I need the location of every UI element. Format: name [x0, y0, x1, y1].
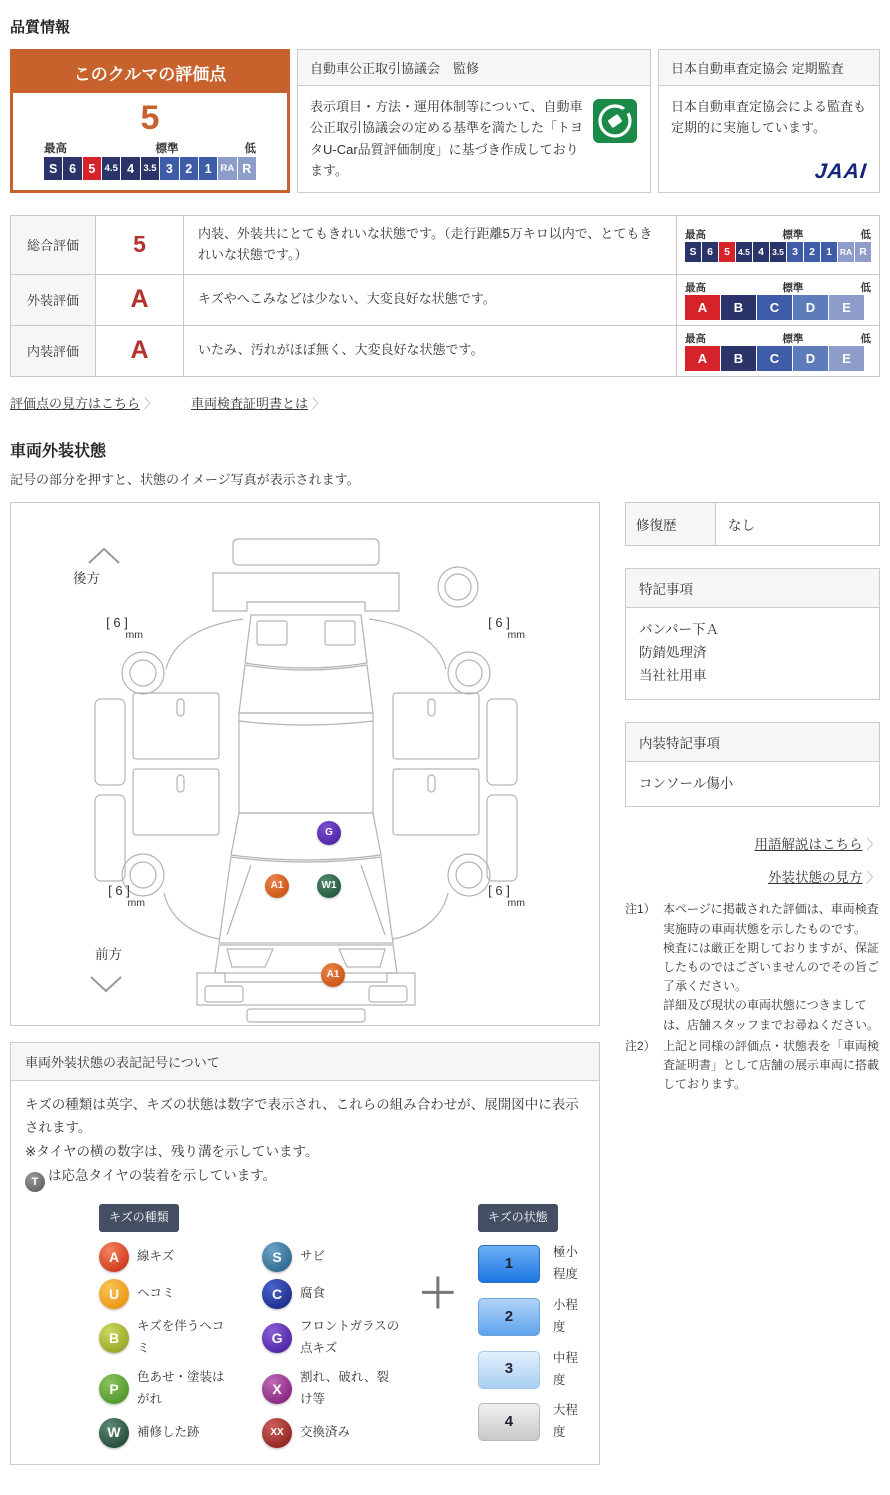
scale-box-E: E: [829, 295, 864, 320]
eval-scale-cell: [677, 325, 880, 376]
scale-label-mid: 標準: [155, 143, 179, 156]
sidebar-links: [625, 833, 880, 886]
damage-state-label: 小程度: [552, 1297, 578, 1334]
front-direction-label: 前方: [95, 946, 122, 962]
score-value: 5: [140, 99, 160, 137]
fair-trade-header: 自動車公正取引協議会 監修: [298, 50, 650, 86]
tire-depth-unit: mm: [125, 628, 143, 641]
scale-box-4: 4: [753, 242, 769, 262]
tire-depth-label: [91, 615, 143, 641]
scale-box-R: R: [855, 242, 871, 262]
damage-kind-item[interactable]: [262, 1242, 400, 1272]
damage-state-item: [478, 1400, 585, 1444]
scale-range-labels: [685, 280, 871, 295]
damage-state-badge: キズの状態: [478, 1204, 558, 1232]
footnote-text: 上記と同様の評価点・状態表を「車両検査証明書」として店舗の展示車両に搭載しております。: [663, 1038, 880, 1092]
damage-kind-label: 補修した跡: [137, 1424, 200, 1439]
jaai-header: 日本自動車査定協会 定期監査: [659, 50, 879, 86]
spare-tire-text: は応急タイヤの装着を示しています。: [48, 1167, 277, 1183]
special-notes-box: [625, 568, 880, 700]
link-row-item: [10, 393, 157, 412]
scale-box-B: B: [721, 295, 756, 320]
footnote-text: 本ページに掲載された評価は、車両検査実施時の車両状態を示したものです。 検査には厳正を期しておりますが、保証したものではございませんのでその旨ご了承ください。 詳細及び現状の車両状態につきましては、店舗スタッフまでお尋ねください。: [663, 902, 880, 1032]
scale-box-4.5: 4.5: [736, 242, 752, 262]
damage-kind-label: 腐食: [300, 1286, 326, 1301]
scale-box-R: R: [238, 157, 256, 180]
special-note-item: バンパー下Ａ: [639, 621, 720, 637]
special-note-item: 防錆処理済: [639, 644, 707, 660]
sidebar: [625, 502, 880, 1097]
damage-kind-item[interactable]: [99, 1279, 236, 1309]
damage-kind-item[interactable]: [262, 1316, 400, 1360]
damage-marker-A1[interactable]: A1: [321, 963, 345, 987]
chevron-right-icon: 〉: [866, 837, 880, 853]
tire-depth-value: [ 6 ]: [108, 882, 130, 898]
scale-box-3: 3: [787, 242, 803, 262]
scale-range-labels: [685, 331, 871, 346]
scale-box-D: D: [793, 346, 828, 371]
exterior-section-title: 車両外装状態: [10, 442, 107, 460]
jaai-box: [658, 49, 880, 193]
spare-tire-symbol: T: [25, 1172, 45, 1192]
damage-state-item: [478, 1242, 585, 1286]
damage-kind-item[interactable]: [262, 1367, 400, 1411]
footnote: [625, 900, 880, 1034]
certificate-link[interactable]: 車両検査証明書とは: [191, 395, 309, 411]
damage-kind-label: 交換済み: [300, 1424, 351, 1439]
damage-kinds-block: [99, 1204, 400, 1448]
chevron-right-icon: 〉: [144, 395, 158, 411]
damage-kind-symbol-S: S: [262, 1242, 292, 1272]
link-glossary[interactable]: 用語解説はこちら: [754, 837, 863, 853]
tire-depth-value: [ 6 ]: [488, 882, 510, 898]
score-box: [10, 49, 290, 193]
damage-kind-label: 割れ、破れ、裂け等: [300, 1369, 390, 1406]
tire-depth-value: [ 6 ]: [488, 614, 510, 630]
eval-row-label: 外装評価: [11, 274, 96, 325]
scale-label-low: 低: [860, 332, 871, 345]
damage-kind-symbol-X: X: [262, 1374, 292, 1404]
fair-trade-body: [298, 86, 650, 192]
jaai-body: 日本自動車査定協会による監査も定期的に実施しています。: [671, 99, 867, 136]
scale-range-labels: [44, 140, 256, 157]
damage-state-item: [478, 1348, 585, 1392]
scale-label-mid: 標準: [782, 281, 804, 294]
fair-trade-text: 表示項目・方法・運用体制等について、自動車公正取引協議会の定める基準を満たした「トヨタU-Car品質評価制度」に基づき作成しております。: [310, 99, 584, 179]
tire-depth-label: [473, 883, 525, 909]
scale-label-low: 低: [860, 229, 871, 242]
legend-description-1: キズの種類は英字、キズの状態は数字で表示され、これらの組み合わせが、展開図中に表示されます。: [25, 1096, 579, 1136]
damage-kind-label: 色あせ・塗装はがれ: [137, 1369, 225, 1406]
sidebar-link-row: [625, 866, 880, 886]
page-title: 品質情報: [10, 19, 71, 36]
score-box-body: [13, 93, 287, 190]
scale-box-RA: RA: [838, 242, 854, 262]
repair-history-label: 修復歴: [626, 503, 716, 545]
eval-grade: 5: [96, 216, 184, 275]
scale-range-labels: [685, 227, 871, 242]
scale-box-C: C: [757, 295, 792, 320]
rating-scale: [685, 242, 871, 262]
scale-label-high: 最高: [685, 229, 706, 242]
link-row-item: [191, 393, 325, 412]
damage-kind-label: フロントガラスの点キズ: [300, 1319, 400, 1356]
scale-box-3.5: 3.5: [770, 242, 786, 262]
table-row: [11, 216, 880, 275]
damage-kind-symbol-U: U: [99, 1279, 129, 1309]
symbol-legend-box: [10, 1042, 600, 1465]
damage-kind-item[interactable]: [99, 1316, 236, 1360]
table-row: [11, 325, 880, 376]
repair-history-value: なし: [728, 517, 755, 533]
damage-kind-symbol-XX: XX: [262, 1418, 292, 1448]
jaai-logo: JAAI: [813, 160, 869, 184]
tire-depth-unit: mm: [127, 896, 145, 909]
scale-box-A: A: [685, 346, 720, 371]
left-column: [10, 502, 600, 1465]
eval-description: キズやへこみなどは少ない、大変良好な状態です。: [184, 274, 677, 325]
damage-states-block: [478, 1204, 585, 1444]
table-links: [10, 393, 880, 412]
damage-kind-symbol-G: G: [262, 1323, 292, 1353]
evaluation-table: [10, 215, 880, 377]
table-row: [11, 274, 880, 325]
footnote-number: 注2）: [625, 1038, 656, 1053]
scale-box-S: S: [44, 157, 62, 180]
eval-scale-cell: [677, 216, 880, 275]
special-notes-header: 特記事項: [626, 569, 879, 608]
scale-box-6: 6: [702, 242, 718, 262]
damage-state-label: 極小程度: [552, 1245, 578, 1282]
damage-kind-item[interactable]: [262, 1279, 400, 1309]
top-row: [10, 49, 880, 193]
tire-depth-unit: mm: [507, 896, 525, 909]
legend-description-2: ※タイヤの横の数字は、残り溝を示しています。: [25, 1143, 319, 1159]
scale-box-5: 5: [719, 242, 735, 262]
eval-grade: A: [96, 274, 184, 325]
rating-scale: [685, 295, 871, 320]
damage-kind-label: キズを伴うヘコミ: [137, 1319, 225, 1356]
scale-box-6: 6: [63, 157, 81, 180]
damage-kind-symbol-C: C: [262, 1279, 292, 1309]
scale-box-2: 2: [180, 157, 198, 180]
tire-depth-label: [93, 883, 145, 909]
scale-box-1: 1: [199, 157, 217, 180]
scale-box-S: S: [685, 242, 701, 262]
scale-box-3: 3: [160, 157, 178, 180]
scale-box-C: C: [757, 346, 792, 371]
damage-kind-label: ヘコミ: [137, 1286, 175, 1301]
damage-kind-symbol-A: A: [99, 1242, 129, 1272]
eval-grade: A: [96, 325, 184, 376]
rating-scale: [44, 157, 256, 180]
damage-kind-item[interactable]: [99, 1418, 236, 1448]
link-exterior-guide[interactable]: 外装状態の見方: [768, 870, 863, 886]
scale-label-low: 低: [244, 143, 256, 156]
eval-description: いたみ、汚れがほぼ無く、大変良好な状態です。: [184, 325, 677, 376]
rating-scale: [685, 346, 871, 371]
damage-state-label: 大程度: [552, 1403, 578, 1440]
fair-trade-box: [297, 49, 651, 193]
score-scale: [44, 140, 256, 180]
damage-marker-A1[interactable]: A1: [265, 874, 289, 898]
interior-notes-box: [625, 722, 880, 808]
tire-depth-value: [ 6 ]: [106, 614, 128, 630]
rear-direction-label: 後方: [73, 570, 100, 586]
scale-label-high: 最高: [685, 332, 706, 345]
score-box-header: このクルマの評価点: [13, 52, 287, 93]
damage-kind-symbol-P: P: [99, 1374, 129, 1404]
scale-box-B: B: [721, 346, 756, 371]
exterior-section-subtitle: 記号の部分を押すと、状態のイメージ写真が表示されます。: [10, 471, 360, 487]
eval-scale-cell: [677, 274, 880, 325]
legend-body: [11, 1081, 599, 1464]
scale-box-2: 2: [804, 242, 820, 262]
repair-history-table: [625, 502, 880, 546]
scale-box-3.5: 3.5: [141, 157, 159, 180]
interior-notes-body: [626, 762, 879, 807]
legend-header: 車両外装状態の表記記号について: [11, 1043, 599, 1081]
chevron-up-icon: [89, 549, 119, 563]
footnotes: [625, 900, 880, 1094]
damage-state-item: [478, 1295, 585, 1339]
damage-kind-label: 線キズ: [137, 1249, 175, 1264]
damage-state-label: 中程度: [552, 1350, 578, 1387]
footnote: [625, 1037, 880, 1095]
main-row: [10, 502, 880, 1465]
damage-kind-item[interactable]: [99, 1242, 236, 1272]
interior-note-item: コンソール傷小: [639, 775, 734, 791]
scale-box-A: A: [685, 295, 720, 320]
chevron-right-icon: 〉: [866, 870, 880, 886]
sidebar-link-row: [625, 833, 880, 853]
damage-kind-label: サビ: [300, 1249, 326, 1264]
scale-box-D: D: [793, 295, 828, 320]
scale-box-4: 4: [121, 157, 139, 180]
legend-area: [25, 1204, 585, 1448]
damage-state-symbol-4: 4: [478, 1403, 540, 1441]
damage-kind-item[interactable]: [262, 1418, 400, 1448]
scale-box-5: 5: [83, 157, 101, 180]
rating-guide-link[interactable]: 評価点の見方はこちら: [10, 395, 141, 411]
damage-kind-symbol-W: W: [99, 1418, 129, 1448]
damage-kind-badge: キズの種類: [99, 1204, 179, 1232]
scale-box-1: 1: [821, 242, 837, 262]
scale-label-mid: 標準: [782, 229, 804, 242]
scale-label-high: 最高: [685, 281, 706, 294]
special-notes-body: [626, 608, 879, 699]
damage-marker-G[interactable]: G: [317, 821, 341, 845]
interior-notes-header: 内装特記事項: [626, 723, 879, 762]
damage-state-symbol-2: 2: [478, 1298, 540, 1336]
damage-kind-symbol-B: B: [99, 1323, 129, 1353]
chevron-right-icon: 〉: [312, 395, 326, 411]
legend-spare-note: [25, 1164, 585, 1193]
footnote-number: 注1）: [625, 902, 656, 917]
eval-row-label: 内装評価: [11, 325, 96, 376]
fair-trade-council-logo-icon: [592, 98, 638, 150]
damage-state-symbol-3: 3: [478, 1351, 540, 1389]
scale-box-RA: RA: [218, 157, 236, 180]
special-note-item: 当社社用車: [639, 667, 707, 683]
car-exterior-diagram: [10, 502, 600, 1026]
plus-icon: ＋: [417, 1272, 458, 1317]
damage-kind-item[interactable]: [99, 1367, 236, 1411]
tire-depth-label: [473, 615, 525, 641]
eval-row-label: 総合評価: [11, 216, 96, 275]
tire-depth-unit: mm: [507, 628, 525, 641]
scale-box-E: E: [829, 346, 864, 371]
scale-label-high: 最高: [44, 143, 67, 156]
scale-box-4.5: 4.5: [102, 157, 120, 180]
damage-marker-W1[interactable]: W1: [317, 874, 341, 898]
damage-state-symbol-1: 1: [478, 1245, 540, 1283]
chevron-down-icon: [91, 977, 121, 991]
eval-description: 内装、外装共にとてもきれいな状態です。（走行距離5万キロ以内で、とてもきれいな状態です。）: [184, 216, 677, 275]
scale-label-low: 低: [860, 281, 871, 294]
scale-label-mid: 標準: [782, 332, 804, 345]
